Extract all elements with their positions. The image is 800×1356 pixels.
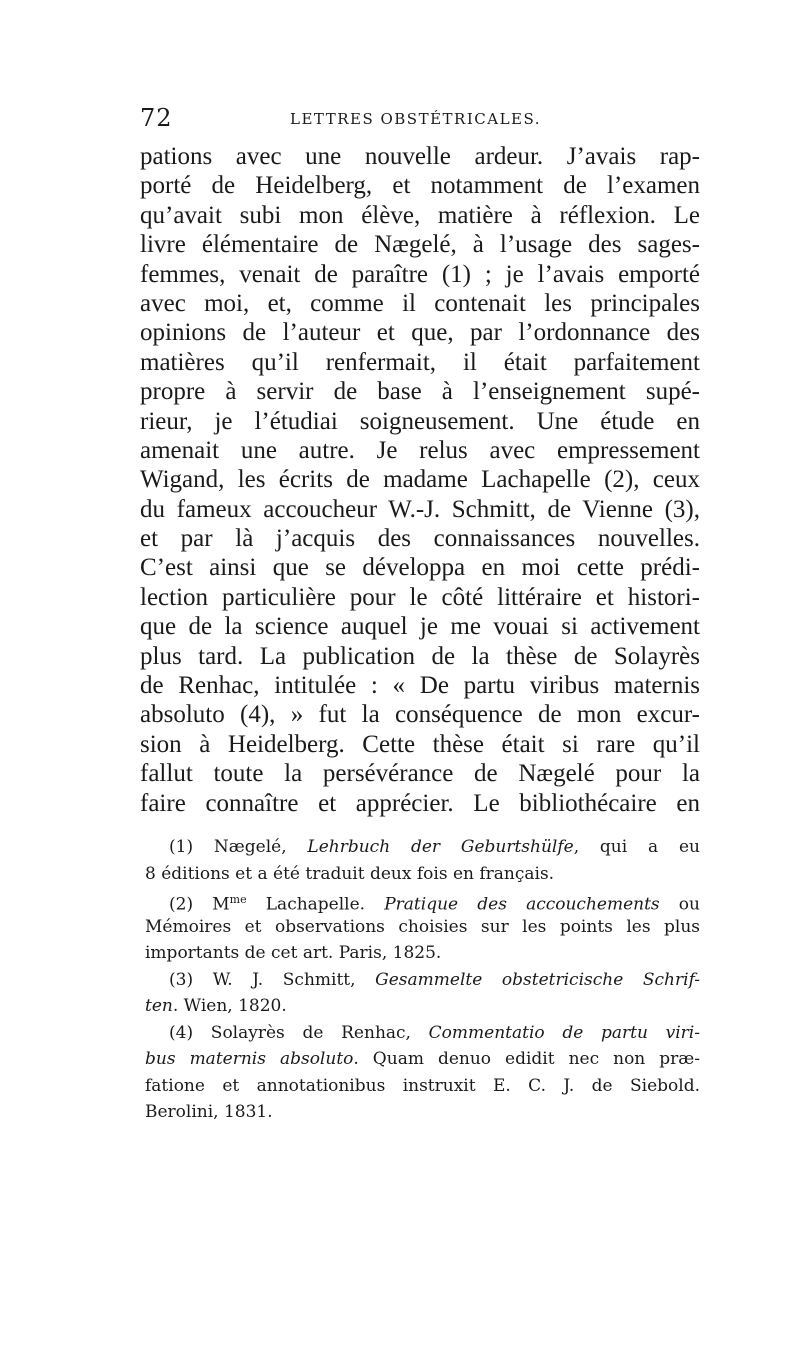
footnote-3	[145, 967, 700, 994]
text-line: et par là j’acquis des connaissances nouvelles.	[140, 525, 700, 553]
footnote-4-cont	[145, 1046, 700, 1073]
footnote-text: (1) Nægelé,	[169, 837, 308, 857]
text-line: pations avec une nouvelle ardeur. J’avais rap-	[140, 143, 700, 170]
footnote-title: Pratique des accouchements	[384, 894, 660, 915]
text-line: faire connaître et apprécier. Le bibliothécaire en	[140, 789, 700, 817]
footnote-1	[145, 834, 700, 861]
page-header	[140, 104, 700, 134]
footnote-title: ten	[145, 996, 173, 1016]
footnote-2	[145, 887, 700, 914]
text-line: de Renhac, intitulée : « De partu viribus maternis	[140, 672, 700, 700]
text-line: que de la science auquel je me vouai si activement	[140, 613, 700, 641]
page-number: 72	[140, 104, 173, 132]
text-line: propre à servir de base à l’enseignement supé-	[140, 378, 700, 406]
footnote-title: Commentatio de partu viri-	[428, 1022, 700, 1043]
footnote-title: Gesammelte obstetricische Schrif-	[375, 969, 700, 990]
footnote-text: , qui a eu	[573, 837, 700, 857]
footnote-title: Lehrbuch der Geburtshülfe	[307, 837, 574, 857]
text-line: livre élémentaire de Nægelé, à l’usage des sages-	[140, 231, 700, 259]
text-line: sion à Heidelberg. Cette thèse était si rare qu’il	[140, 730, 700, 758]
text-line: Wigand, les écrits de madame Lachapelle (2), ceux	[140, 466, 700, 494]
text-line: opinions de l’auteur et que, par l’ordonnance des	[140, 319, 700, 347]
body-text	[140, 142, 700, 818]
footnote-4	[145, 1020, 700, 1047]
text-line: avec moi, et, comme il contenait les principales	[140, 289, 700, 317]
footnote-2-cont: importants de cet art. Paris, 1825.	[145, 943, 442, 963]
text-line: rieur, je l’étudiai soigneusement. Une étude en	[140, 407, 700, 435]
footnote-text: . Wien, 1820.	[172, 996, 287, 1016]
text-line: du fameux accoucheur W.-J. Schmitt, de Vienne (3),	[140, 495, 700, 523]
footnote-3-cont	[145, 993, 700, 1020]
text-line: matières qu’il renfermait, il était parfaitement	[140, 348, 700, 376]
footnote-4-cont: Berolini, 1831.	[145, 1102, 273, 1122]
text-line: fallut toute la persévérance de Nægelé pour la	[140, 760, 700, 788]
text-line: absoluto (4), » fut la conséquence de mon excur-	[140, 701, 700, 729]
text-line: plus tard. La publication de la thèse de Solayrès	[140, 642, 700, 670]
footnote-2-cont: Mémoires et observations choisies sur les points les plus	[145, 916, 700, 937]
footnote-text: (3) W. J. Schmitt,	[169, 969, 376, 990]
text-line: C’est ainsi que se développa en moi cette prédi-	[140, 554, 700, 582]
footnote-text: (4) Solayrès de Renhac,	[169, 1022, 429, 1043]
footnote-title: bus maternis absoluto	[145, 1049, 354, 1069]
footnote-text: Lachapelle.	[246, 894, 385, 915]
text-line: porté de Heidelberg, et notamment de l’examen	[140, 172, 700, 200]
running-head: LETTRES OBSTÉTRICALES.	[290, 110, 541, 128]
footnote-text: (2) M	[169, 894, 230, 915]
footnote-superscript: me	[229, 893, 247, 906]
footnote-text: ou	[659, 894, 700, 915]
text-line: amenait une autre. Je relus avec empressement	[140, 436, 700, 464]
footnote-text: . Quam denuo edidit nec non præ-	[353, 1049, 700, 1069]
text-line: femmes, venait de paraître (1) ; je l’avais emporté	[140, 260, 700, 288]
footnote-4-cont: fatione et annotationibus instruxit E. C. J. de Siebold.	[145, 1075, 700, 1096]
text-line: qu’avait subi mon élève, matière à réflexion. Le	[140, 201, 700, 229]
footnote-1-cont: 8 éditions et a été traduit deux fois en français.	[145, 863, 555, 884]
text-line: lection particulière pour le côté littéraire et histori-	[140, 583, 700, 611]
footnotes	[145, 834, 700, 1126]
